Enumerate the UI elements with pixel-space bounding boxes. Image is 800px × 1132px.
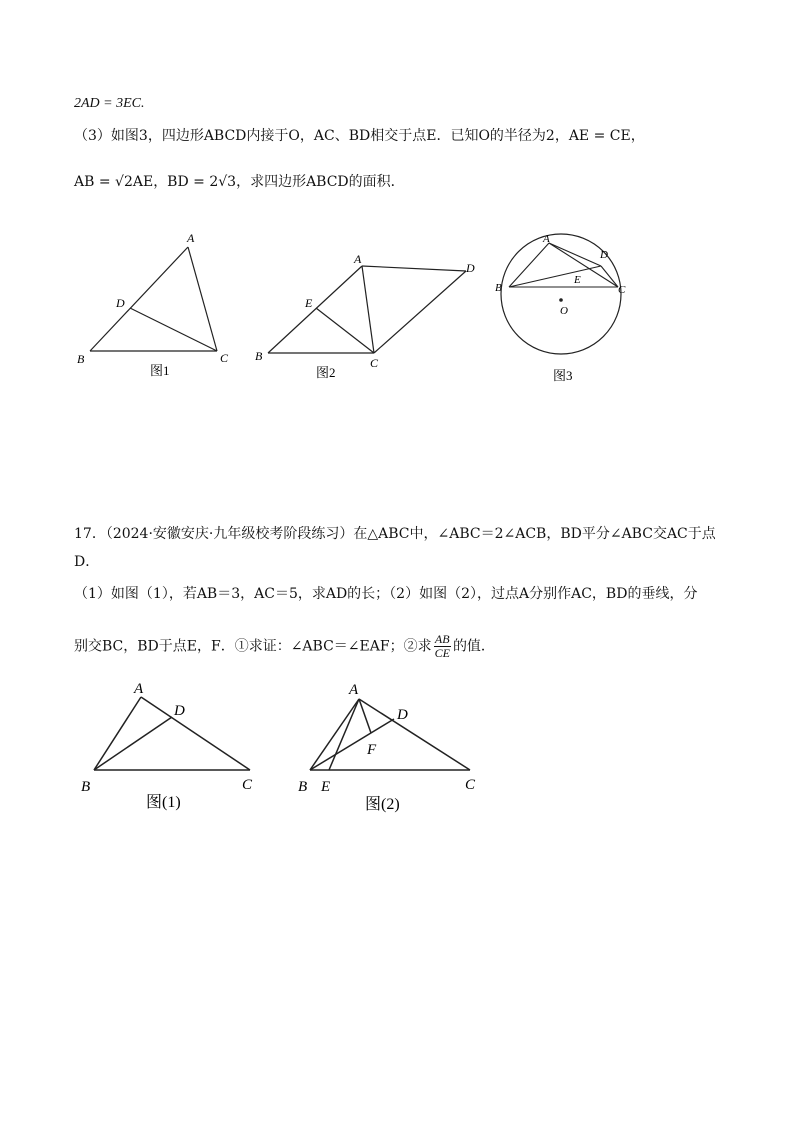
segment-dc	[130, 308, 217, 351]
segment-dc	[374, 271, 466, 353]
fig3-caption: 图3	[553, 368, 573, 383]
segment-ad	[362, 266, 466, 271]
label-b: B	[81, 779, 91, 795]
label-a: A	[187, 231, 195, 245]
label-e: E	[305, 296, 313, 310]
segment-ad	[549, 243, 601, 266]
label-d: D	[600, 249, 608, 261]
fraction-denominator: CE	[434, 646, 450, 660]
p16-line-2: （3）如图3，四边形ABCD内接于O，AC、BD相交于点E．已知O的半径为2，AE = CE，	[74, 128, 645, 144]
p17-line-4	[74, 633, 495, 660]
label-a: A	[543, 233, 550, 245]
label-c: C	[242, 777, 253, 793]
segment-ac	[141, 697, 250, 770]
label-f: F	[367, 742, 377, 758]
fig4-caption: 图(1)	[146, 794, 181, 811]
label-b: B	[77, 352, 85, 366]
p17-line-3: （1）如图（1），若AB＝3，AC＝5，求AD的长；（2）如图（2），过点A分别作AC，BD的垂线，分	[74, 586, 698, 602]
segment-af	[359, 699, 371, 733]
label-c: C	[618, 284, 626, 296]
center-point-o	[559, 298, 563, 302]
p17-line-2: D．	[74, 554, 100, 570]
label-b: B	[495, 282, 502, 294]
segment-ba	[94, 697, 141, 770]
label-d: D	[466, 261, 475, 275]
label-o: O	[560, 305, 568, 317]
label-a: A	[134, 681, 144, 697]
segment-ac	[359, 699, 470, 770]
segment-ec	[316, 308, 374, 353]
figure-2	[250, 250, 490, 390]
fig2-caption: 图2	[316, 365, 336, 380]
label-d: D	[397, 707, 408, 723]
label-d: D	[174, 703, 185, 719]
fraction-ab-ce	[434, 633, 451, 660]
segment-bd	[94, 717, 172, 770]
segment-ac	[188, 247, 217, 351]
label-b: B	[255, 349, 263, 363]
label-d: D	[116, 296, 125, 310]
segment-ba	[268, 266, 362, 353]
segment-ba	[509, 243, 549, 287]
segment-ae	[329, 699, 359, 770]
label-e: E	[321, 779, 331, 795]
segment-ba	[90, 247, 188, 351]
label-c: C	[465, 777, 476, 793]
figure-5	[295, 675, 495, 825]
label-c: C	[220, 351, 229, 365]
label-e: E	[574, 274, 581, 286]
p16-line-1: 2AD = 3EC.	[74, 96, 145, 111]
label-b: B	[298, 779, 308, 795]
p17-line-1: 17．（2024·安徽安庆·九年级校考阶段练习）在△ABC中，∠ABC＝2∠ACB，BD平分∠ABC交AC于点	[74, 526, 716, 542]
label-a: A	[349, 682, 359, 698]
segment-ba	[310, 699, 359, 770]
segment-ac	[362, 266, 374, 353]
p17-line-4-post: 的值．	[452, 638, 495, 655]
figure-4	[75, 675, 275, 825]
fraction-numerator: AB	[434, 632, 450, 646]
label-c: C	[370, 356, 379, 370]
segment-bd	[310, 719, 394, 770]
p16-line-3: AB = √2AE，BD = 2√3，求四边形ABCD的面积．	[74, 174, 405, 190]
segment-bd	[509, 266, 601, 287]
p17-line-4-pre: 别交BC，BD于点E，F．①求证：∠ABC＝∠EAF；②求	[74, 638, 432, 655]
figure-1	[70, 225, 240, 385]
fig1-caption: 图1	[150, 363, 170, 378]
fig5-caption: 图(2)	[365, 796, 400, 813]
figure-3	[490, 228, 640, 388]
label-a: A	[354, 252, 362, 266]
